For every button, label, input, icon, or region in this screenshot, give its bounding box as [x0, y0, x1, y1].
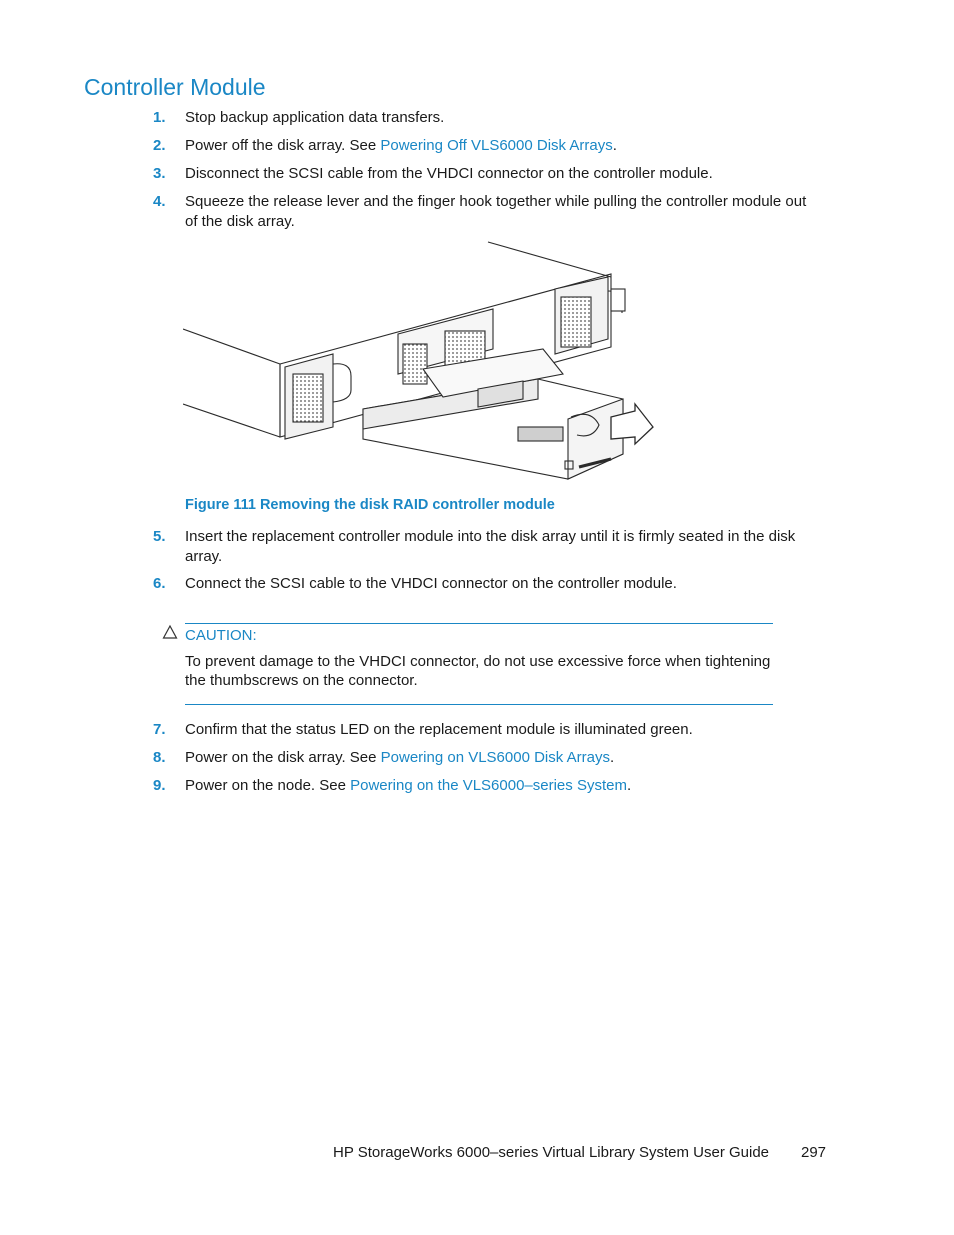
step-text-prefix: Power on the disk array. See: [185, 749, 381, 766]
caution-top-rule: [185, 623, 773, 624]
step-number: 3.: [153, 165, 166, 182]
step-text: [185, 748, 815, 768]
step-text: [185, 136, 815, 156]
step-text: Connect the SCSI cable to the VHDCI connector on the controller module.: [185, 575, 677, 592]
link-powering-on-system[interactable]: Powering on the VLS6000–series System: [350, 777, 627, 794]
step-text: Squeeze the release lever and the finger hook together while pulling the controller module out of the disk array.: [185, 193, 807, 230]
step-text: Stop backup application data transfers.: [185, 109, 445, 126]
step-number: 1.: [153, 109, 166, 126]
page-number: 297: [801, 1144, 827, 1161]
figure-caption: Figure 111 Removing the disk RAID controller module: [185, 497, 555, 513]
step-text: [185, 776, 815, 796]
step-text: Insert the replacement controller module into the disk array until it is firmly seated in the disk array.: [185, 528, 796, 565]
step-number: 5.: [153, 528, 166, 545]
step-text-suffix: .: [612, 137, 617, 154]
caution-bottom-rule: [185, 704, 773, 705]
step-text: Disconnect the SCSI cable from the VHDCI connector on the controller module.: [185, 165, 713, 182]
controller-module-removal-illustration: [183, 239, 658, 489]
step-text-suffix: .: [609, 749, 615, 766]
step-number: 8.: [153, 749, 166, 766]
caution-label: CAUTION:: [185, 627, 257, 644]
step-number: 4.: [153, 193, 166, 210]
footer-title: HP StorageWorks 6000–series Virtual Library System User Guide: [333, 1144, 770, 1161]
caution-triangle-icon: [162, 624, 178, 640]
step-text: Confirm that the status LED on the replacement module is illuminated green.: [185, 721, 693, 738]
step-text-suffix: .: [626, 777, 632, 794]
step-number: 6.: [153, 575, 166, 592]
link-powering-on-disk-arrays[interactable]: Powering on VLS6000 Disk Arrays: [380, 749, 610, 766]
link-powering-off-disk-arrays[interactable]: Powering Off VLS6000 Disk Arrays: [380, 137, 613, 154]
step-text-prefix: Power off the disk array. See: [185, 137, 381, 154]
step-number: 7.: [153, 721, 166, 738]
caution-text: To prevent damage to the VHDCI connector, do not use excessive force when tightening the thumbscrews on the connector.: [185, 653, 771, 689]
step-number: 9.: [153, 777, 166, 794]
step-text-prefix: Power on the node. See: [185, 777, 351, 794]
section-title: Controller Module: [84, 74, 266, 100]
step-number: 2.: [153, 137, 166, 154]
